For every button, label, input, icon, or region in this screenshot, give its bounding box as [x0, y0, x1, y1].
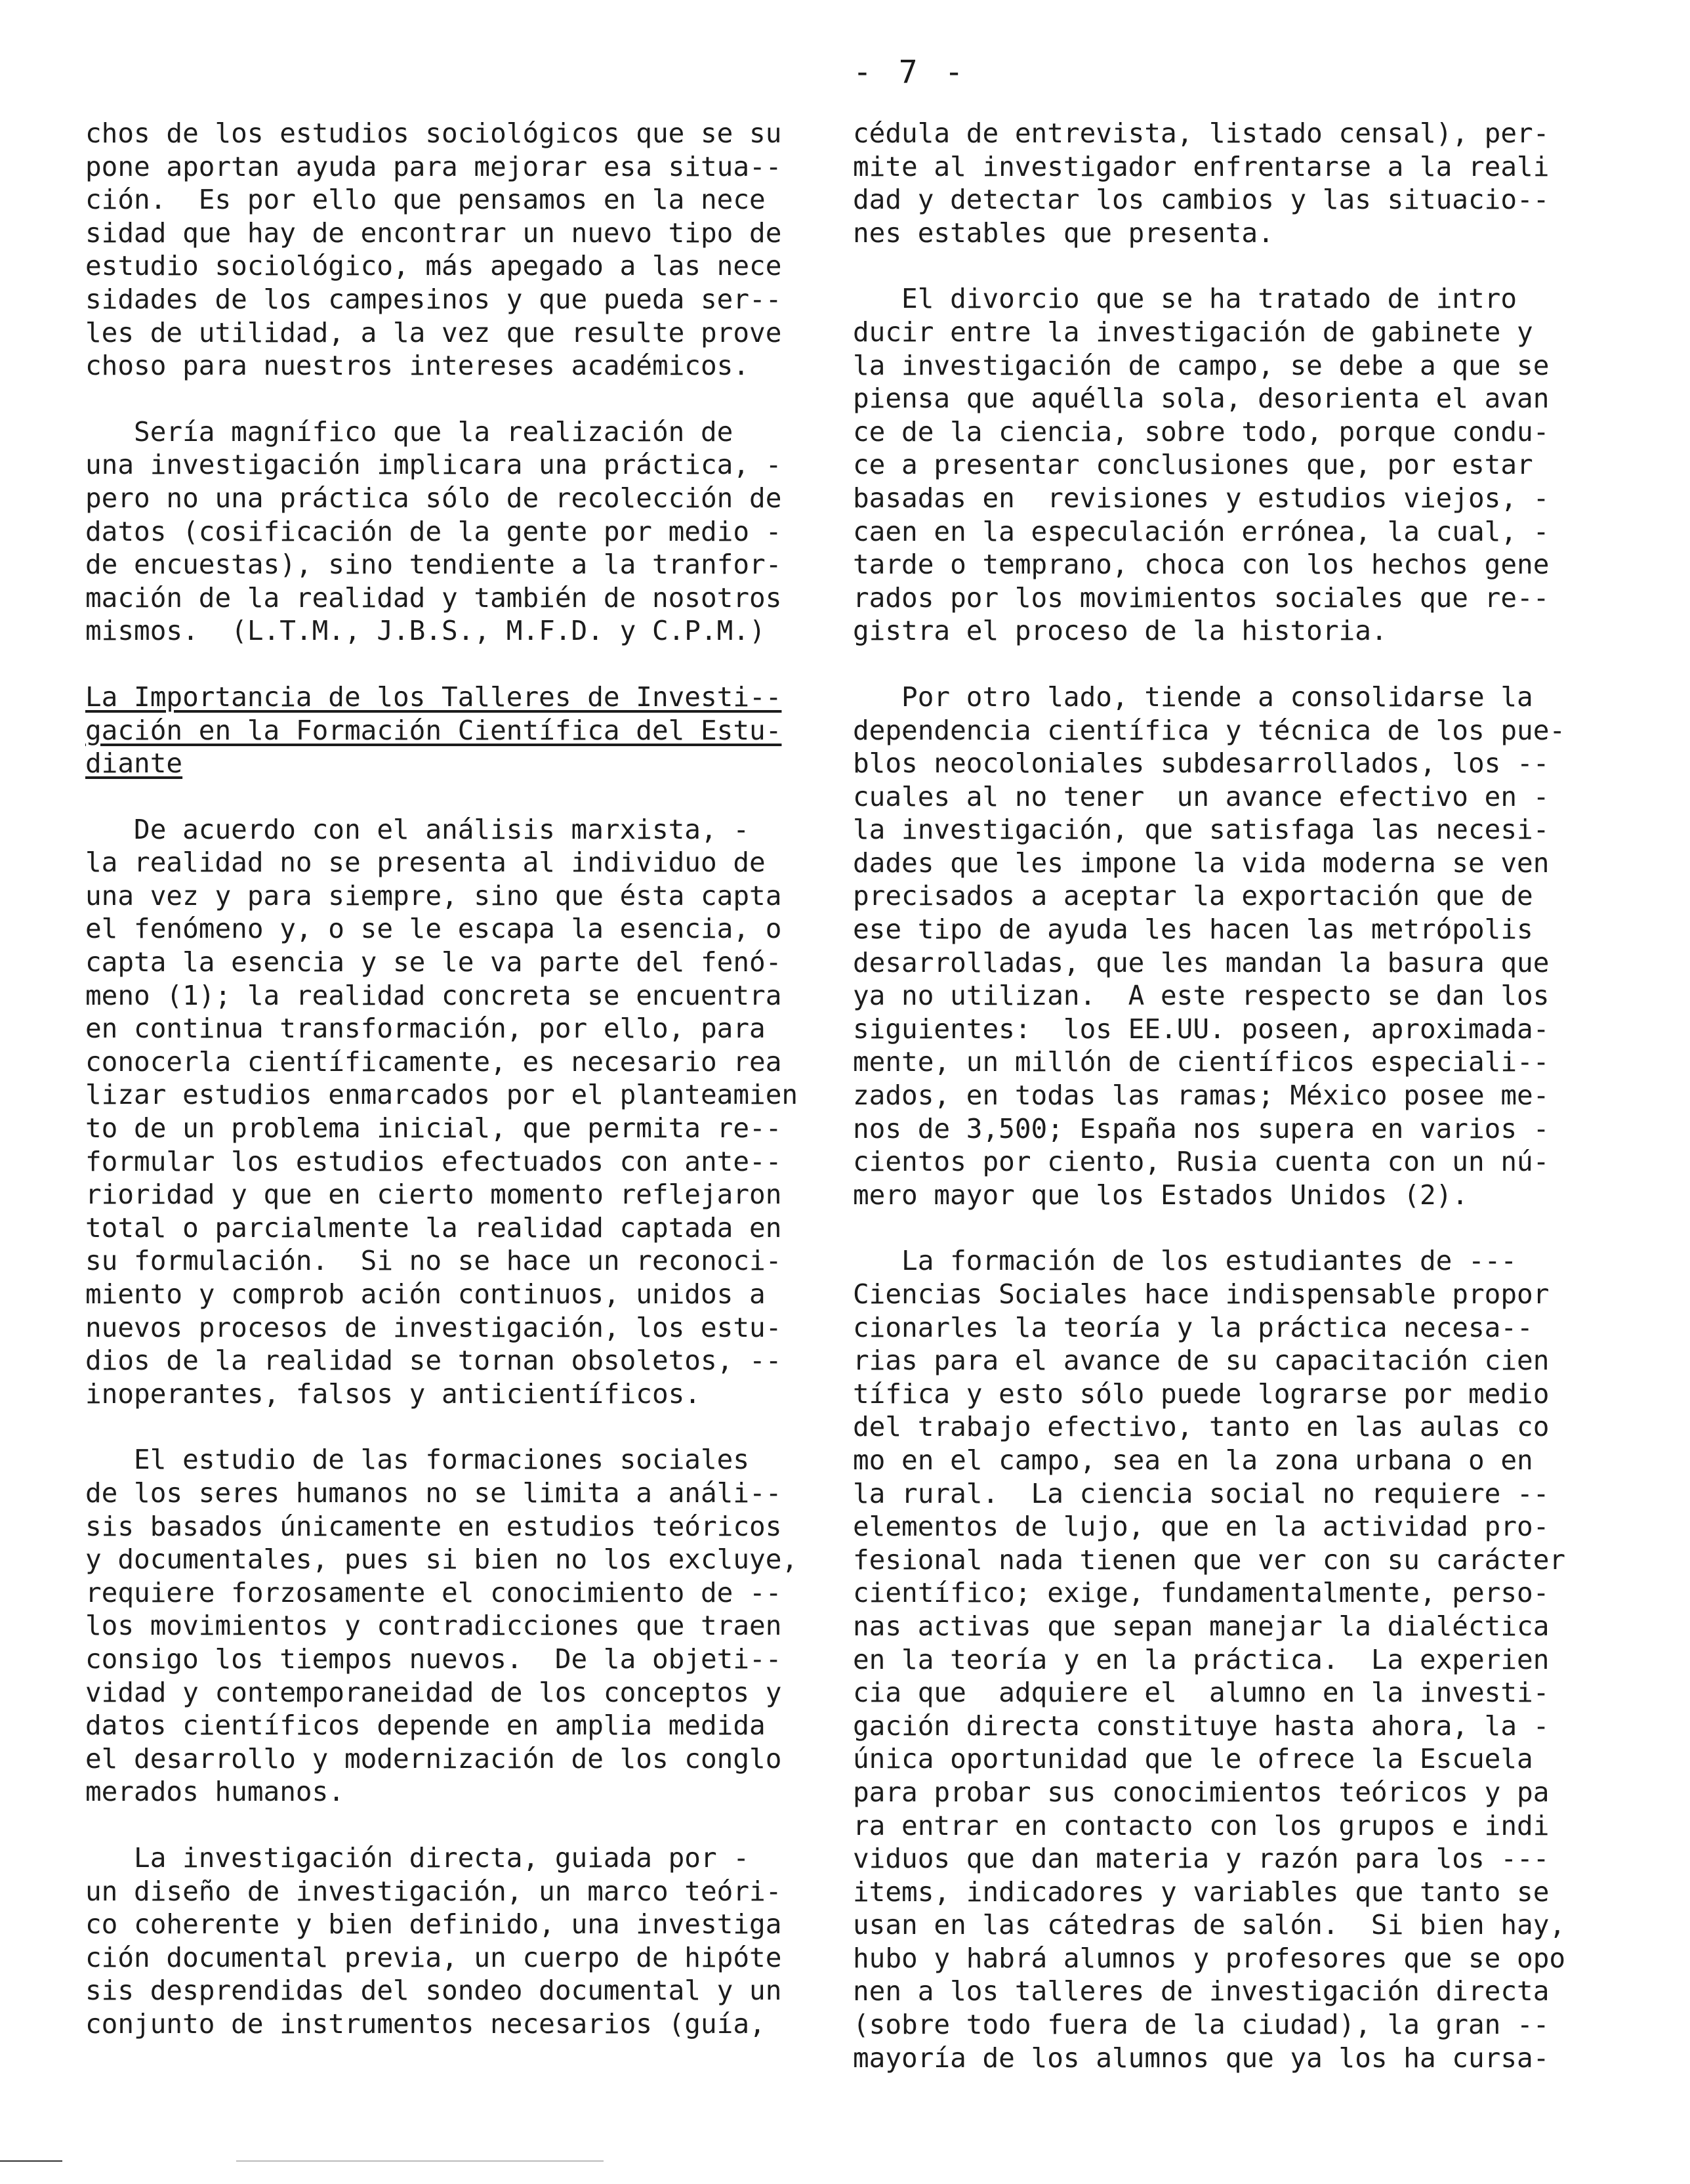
text-line: una investigación implicara una práctica, -	[85, 449, 782, 481]
text-line: requiere forzosamente el conocimiento de --	[85, 1576, 782, 1608]
text-line: tífica y esto sólo puede lograrse por medio	[853, 1377, 1550, 1410]
text-line: la investigación, que satisfaga las necesi-	[853, 814, 1550, 846]
text-line: fesional nada tienen que ver con su carácter	[853, 1544, 1566, 1576]
text-line: pero no una práctica sólo de recolección de	[85, 482, 782, 514]
paragraph-gap	[85, 1410, 840, 1443]
text-line: en continua transformación, por ello, para	[85, 1013, 766, 1045]
text-line: nas activas que sepan manejar la dialéctica	[853, 1610, 1550, 1642]
text-line: científico; exige, fundamentalmente, perso-	[853, 1577, 1550, 1609]
text-line: nen a los talleres de investigación directa	[853, 1975, 1550, 2007]
text-line: rioridad y que en cierto momento reflejaron	[85, 1179, 782, 1211]
scan-edge-mark	[0, 2160, 62, 2162]
text-line: inoperantes, falsos y anticientíficos.	[85, 1377, 701, 1410]
text-line: sidad que hay de encontrar un nuevo tipo de	[85, 217, 782, 249]
text-line: rados por los movimientos sociales que re--	[853, 581, 1550, 614]
text-line: conocerla científicamente, es necesario rea	[85, 1045, 782, 1078]
text-line: consigo los tiempos nuevos. De la objeti--	[85, 1643, 782, 1675]
text-line: cientos por ciento, Rusia cuenta con un nú-	[853, 1146, 1550, 1178]
text-line: ción documental previa, un cuerpo de hipóte	[85, 1941, 782, 1973]
text-line: la realidad no se presenta al individuo de	[85, 847, 766, 879]
text-line: Por otro lado, tiende a consolidarse la	[853, 681, 1533, 713]
text-line: ce de la ciencia, sobre todo, porque condu-	[853, 415, 1550, 448]
text-line: mayoría de los alumnos que ya los ha cursa-	[853, 2042, 1550, 2074]
text-line: ce a presentar conclusiones que, por estar	[853, 449, 1533, 481]
text-line: nes estables que presenta.	[853, 217, 1274, 249]
text-line: ra entrar en contacto con los grupos e indi	[853, 1809, 1550, 1841]
text-line: basadas en revisiones y estudios viejos, -	[853, 482, 1550, 514]
text-line: items, indicadores y variables que tanto se	[853, 1876, 1550, 1908]
paragraph-gap	[85, 383, 840, 415]
paragraph	[853, 1244, 1607, 2074]
paragraph	[85, 117, 840, 383]
text-line: mero mayor que los Estados Unidos (2).	[853, 1179, 1468, 1211]
text-line: les de utilidad, a la vez que resulte prove	[85, 316, 782, 348]
text-line: sis basados únicamente en estudios teóricos	[85, 1510, 782, 1542]
text-line: única oportunidad que le ofrece la Escuela	[853, 1743, 1533, 1775]
text-line: La investigación directa, guiada por -	[85, 1841, 750, 1874]
text-line: rias para el avance de su capacitación cien	[853, 1345, 1550, 1377]
text-line: La Importancia de los Talleres de Investi--	[85, 681, 782, 713]
text-line: precisados a aceptar la exportación que de	[853, 880, 1533, 912]
text-line: dependencia científica y técnica de los pue-	[853, 714, 1566, 746]
text-line: choso para nuestros intereses académicos.	[85, 350, 750, 382]
text-line: dades que les impone la vida moderna se ven	[853, 847, 1550, 879]
text-line: cuales al no tener un avance efectivo en -	[853, 780, 1550, 812]
text-line: sidades de los campesinos y que pueda ser--	[85, 283, 782, 315]
text-line: gistra el proceso de la historia.	[853, 615, 1388, 647]
text-line: dios de la realidad se tornan obsoletos, --	[85, 1345, 782, 1377]
text-line: hubo y habrá alumnos y profesores que se opo	[853, 1942, 1566, 1974]
text-line: dad y detectar los cambios y las situacio--	[853, 184, 1550, 216]
text-line: caen en la especulación errónea, la cual, -	[853, 515, 1550, 547]
text-line: El divorcio que se ha tratado de intro	[853, 283, 1517, 315]
text-line: ya no utilizan. A este respecto se dan los	[853, 980, 1550, 1012]
text-line: gación en la Formación Científica del Estu-	[85, 714, 782, 746]
paragraph	[853, 117, 1607, 249]
text-line: mente, un millón de científicos especiali--	[853, 1046, 1550, 1078]
text-line: del trabajo efectivo, tanto en las aulas co	[853, 1411, 1550, 1443]
text-line: el fenómeno y, o se le escapa la esencia, o	[85, 913, 782, 945]
text-line: la investigación de campo, se debe a que se	[853, 349, 1550, 381]
text-line: ducir entre la investigación de gabinete y	[853, 316, 1533, 348]
text-line: pone aportan ayuda para mejorar esa situa--	[85, 150, 782, 182]
text-line: siguientes: los EE.UU. poseen, aproximada-	[853, 1013, 1550, 1045]
text-line: vidad y contemporaneidad de los conceptos y	[85, 1676, 782, 1708]
text-line: nos de 3,500; España nos supera en varios -	[853, 1112, 1550, 1144]
text-line: viduos que dan materia y razón para los ---	[853, 1843, 1550, 1875]
text-line: ese tipo de ayuda les hacen las metrópolis	[853, 914, 1533, 946]
text-line: formular los estudios efectuados con ante--	[85, 1145, 782, 1177]
text-line: ción. Es por ello que pensamos en la nece	[85, 184, 766, 216]
paragraph	[85, 415, 840, 648]
text-line: mite al investigador enfrentarse a la reali	[853, 150, 1550, 182]
text-line: mo en el campo, sea en la zona urbana o en	[853, 1444, 1533, 1476]
paragraph-gap	[85, 780, 840, 813]
text-line: sis desprendidas del sondeo documental y un	[85, 1975, 782, 2007]
text-line: capta la esencia y se le va parte del fenó-	[85, 946, 782, 978]
text-line: de encuestas), sino tendiente a la tranfor-	[85, 549, 782, 581]
text-line: mismos. (L.T.M., J.B.S., M.F.D. y C.P.M.)	[85, 615, 766, 647]
text-line: piensa que aquélla sola, desorienta el avan	[853, 383, 1550, 415]
paragraph	[853, 681, 1607, 1212]
text-line: Ciencias Sociales hace indispensable propor	[853, 1278, 1550, 1310]
text-line: gación directa constituye hasta ahora, la -	[853, 1710, 1550, 1742]
right-column	[853, 117, 1607, 2074]
text-line: los movimientos y contradicciones que traen	[85, 1610, 782, 1642]
text-line: (sobre todo fuera de la ciudad), la gran --	[853, 2009, 1550, 2041]
text-line: cédula de entrevista, listado censal), per-	[853, 117, 1550, 149]
paragraph-gap	[853, 648, 1607, 681]
text-line: desarrolladas, que les mandan la basura que	[853, 946, 1550, 978]
paragraph-gap	[853, 249, 1607, 282]
text-line: usan en las cátedras de salón. Si bien hay,	[853, 1909, 1566, 1941]
text-line: mación de la realidad y también de nosotros	[85, 581, 782, 614]
text-line: un diseño de investigación, un marco teóri-	[85, 1875, 782, 1907]
text-line: El estudio de las formaciones sociales	[85, 1444, 750, 1476]
text-line: para probar sus conocimientos teóricos y pa	[853, 1776, 1550, 1808]
text-line: Sería magnífico que la realización de	[85, 415, 733, 448]
paragraph-gap	[85, 1809, 840, 1841]
text-line: cionarles la teoría y la práctica necesa--	[853, 1311, 1533, 1343]
text-line: meno (1); la realidad concreta se encuentra	[85, 979, 782, 1011]
text-line: estudio sociológico, más apegado a las nece	[85, 250, 782, 282]
text-line: datos científicos depende en amplia medida	[85, 1710, 766, 1742]
paragraph	[85, 1841, 840, 2041]
text-line: cia que adquiere el alumno en la investi-	[853, 1677, 1550, 1709]
text-line: miento y comprob ación continuos, unidos a	[85, 1278, 766, 1310]
text-line: total o parcialmente la realidad captada en	[85, 1211, 782, 1244]
text-line: conjunto de instrumentos necesarios (guía,	[85, 2007, 766, 2040]
text-line: el desarrollo y modernización de los conglo	[85, 1742, 782, 1774]
left-column	[85, 117, 840, 2040]
text-line: y documentales, pues si bien no los excluye,	[85, 1544, 798, 1576]
text-line: en la teoría y en la práctica. La experien	[853, 1643, 1550, 1675]
text-line: tarde o temprano, choca con los hechos gene	[853, 549, 1550, 581]
text-line: co coherente y bien definido, una investiga	[85, 1908, 782, 1941]
scan-edge-mark	[236, 2160, 604, 2162]
text-line: lizar estudios enmarcados por el planteamien	[85, 1079, 798, 1111]
text-line: datos (cosificación de la gente por medio -	[85, 515, 782, 547]
paragraph-gap	[85, 648, 840, 681]
paragraph	[85, 813, 840, 1411]
text-line: la rural. La ciencia social no requiere --	[853, 1477, 1550, 1509]
text-line: nuevos procesos de investigación, los estu-	[85, 1311, 782, 1343]
text-line: merados humanos.	[85, 1776, 344, 1808]
text-line: de los seres humanos no se limita a análi--	[85, 1477, 782, 1509]
text-line: De acuerdo con el análisis marxista, -	[85, 813, 750, 845]
text-line: to de un problema inicial, que permita re--	[85, 1112, 782, 1144]
text-line: diante	[85, 747, 183, 780]
paragraph-gap	[853, 1211, 1607, 1244]
paragraph	[85, 1443, 840, 1809]
section-heading	[85, 681, 840, 780]
text-line: zados, en todas las ramas; México posee me-	[853, 1080, 1550, 1112]
page-number: - 7 -	[853, 54, 968, 91]
text-line: una vez y para siempre, sino que ésta capta	[85, 879, 782, 912]
text-line: elementos de lujo, que en la actividad pro-	[853, 1511, 1550, 1543]
paragraph	[853, 282, 1607, 648]
text-line: chos de los estudios sociológicos que se su	[85, 117, 782, 149]
text-line: su formulación. Si no se hace un reconoci-	[85, 1245, 782, 1277]
text-line: La formación de los estudiantes de ---	[853, 1245, 1517, 1277]
text-line: blos neocoloniales subdesarrollados, los --	[853, 747, 1550, 780]
